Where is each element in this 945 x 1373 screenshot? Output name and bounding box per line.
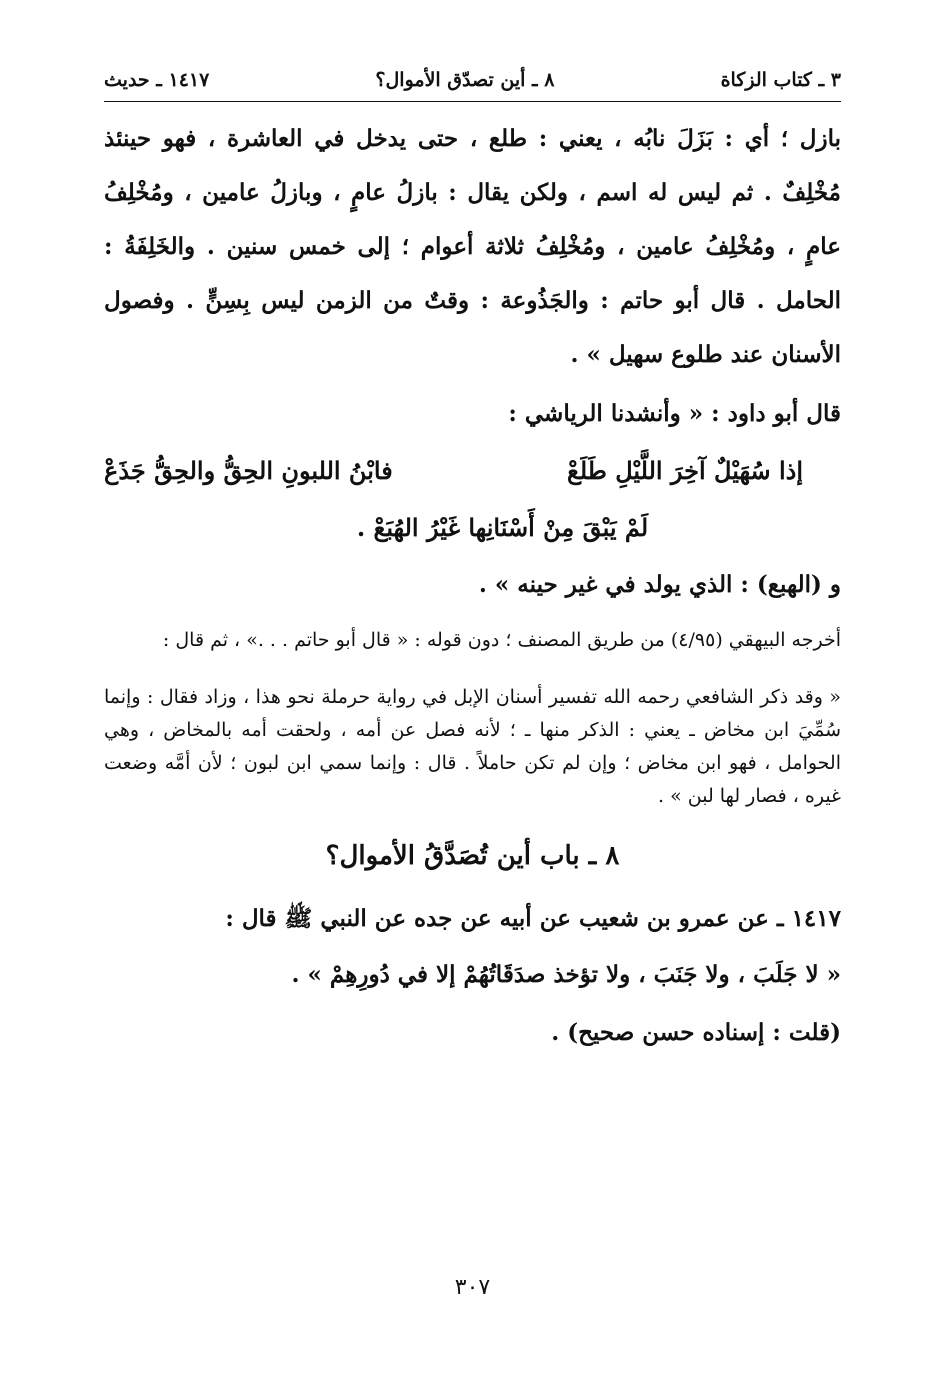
running-header: [104, 60, 841, 100]
header-chapter: ٨ ـ أين تصدّق الأموال؟: [375, 69, 555, 91]
verse-intro: قال أبو داود : « وأنشدنا الرياشي :: [508, 400, 841, 427]
spacer: [104, 657, 841, 681]
verse-hemistich-1: إذا سُهَيْلٌ آخِرَ اللَّيْلِ طَلَعْ: [567, 456, 803, 485]
page-content: [104, 60, 841, 1063]
hadith-grading: (قلت : إسناده حسن صحيح) .: [551, 1019, 841, 1046]
takhrij-paragraph-2: « وقد ذكر الشافعي رحمه الله تفسير أسنان الإبل في رواية حرملة نحو هذا ، وزاد فقال : وإنما سُمِّيَ ابن مخاض ـ يعني : الذكر منها ـ ؛ لأنه فصل عن أمه ، ولحقت أمه بالمخاض ، وهي الحوامل ، فهو ابن مخاض ؛ وإن لم تكن حاملاً . قال : وإنما سمي ابن لبون ؛ لأن أمَّه وضعت غيره ، فصار لها لبن » .: [104, 686, 841, 807]
verse-line-1: [104, 442, 841, 500]
takhrij-paragraph-1: أخرجه البيهقي (٤/٩٥) من طريق المصنف ؛ دون قوله : « قال أبو حاتم . . .» ، ثم قال :: [162, 629, 841, 651]
hadith-isnad: ١٤١٧ ـ عن عمرو بن شعيب عن أبيه عن جده عن النبي ﷺ قال :: [225, 905, 841, 932]
header-hadith-ref: ١٤١٧ ـ حديث: [104, 69, 210, 91]
header-book: ٣ ـ كتاب الزكاة: [720, 69, 841, 91]
chapter-title: ٨ ـ باب أين تُصَدَّقُ الأموال؟: [325, 841, 620, 871]
page-number: ٣٠٧: [454, 1275, 491, 1300]
hubaa-definition: و (الهبع) : الذي يولد في غير حينه » .: [478, 571, 841, 598]
header-divider: [104, 101, 841, 102]
hadith-matn: « لا جَلَبَ ، ولا جَنَبَ ، ولا تؤخذ صدَقَاتُهُمْ إلا في دُورِهِمْ » .: [291, 961, 841, 988]
verse-line-2: لَمْ يَبْقَ مِنْ أَسْنَانِها غَيْرُ الهُبَعْ .: [356, 513, 649, 542]
commentary-paragraph: بازل ؛ أي : بَزَلَ نابُه ، يعني : طلع ، حتى يدخل في العاشرة ، فهو حينئذ مُخْلِفٌ . ثم ليس له اسم ، ولكن يقال : بازلُ عامٍ ، وبازلُ عامين ، ومُخْلِفُ عامٍ ، ومُخْلِفُ عامين ، ومُخْلِفُ ثلاثة أعوام ؛ إلى خمس سنين . والخَلِفَةُ : الحامل . قال أبو حاتم : والجَذُوعة : وقتٌ من الزمن ليس بِسِنٍّ . وفصول الأسنان عند طلوع سهيل » .: [104, 125, 841, 368]
verse-hemistich-2: فابْنُ اللبونِ الحِقُّ والحِقُّ جَذَعْ: [104, 456, 393, 485]
